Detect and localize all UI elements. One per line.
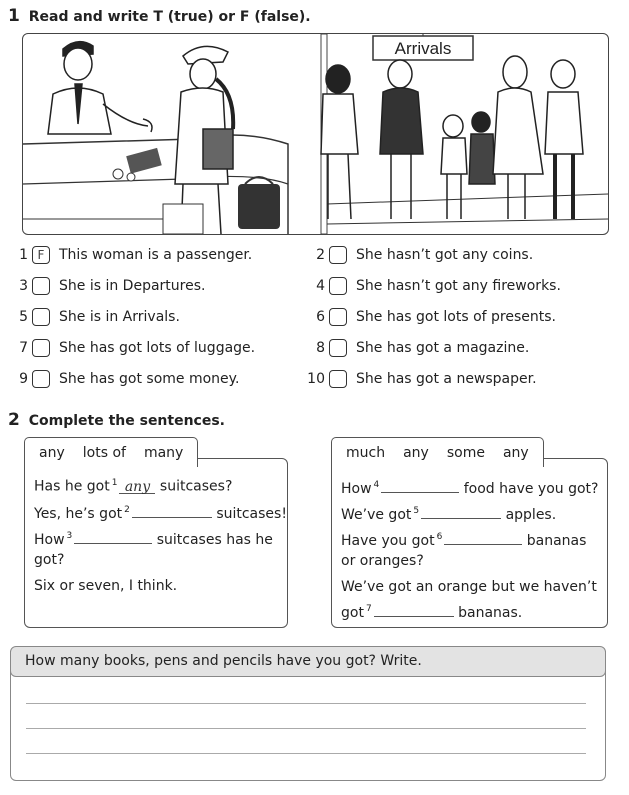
statement-number: 10 [307,371,325,387]
word-option: any [39,444,65,461]
statement-number: 1 [19,247,28,263]
word-option: lots of [82,444,126,461]
answer-box[interactable] [329,308,347,326]
officer-figure [48,42,152,134]
statement-8 [307,336,529,360]
sentence-2: Yes, he’s got $^2$ suitcases! [34,503,287,522]
sentence-8-cont: got $^7$ bananas. [341,602,522,621]
answer-box[interactable] [329,339,347,357]
answer-blank-4[interactable] [381,478,459,493]
sentence-5: How $^4$ food have you got? [341,478,598,497]
answer-box[interactable] [329,277,347,295]
word-option: some [446,444,485,461]
suitcase [238,184,280,229]
sentence-3: How $^3$ suitcases has he [34,529,273,548]
statement-number: 7 [19,340,28,356]
answer-box[interactable] [32,277,50,295]
statement-text: She hasn’t got any coins. [356,247,534,263]
statement-text: She is in Departures. [59,278,206,294]
statement-text: She has got lots of luggage. [59,340,256,356]
illustration-drawing [23,34,608,234]
answer-blank-5[interactable] [421,504,501,519]
statement-number: 5 [19,309,28,325]
sentence-6: We’ve got $^5$ apples. [341,504,556,523]
airport-illustration [22,33,609,235]
writing-area[interactable] [10,660,606,781]
statement-text: She has got a magazine. [356,340,530,356]
exercise-2-heading [8,410,225,430]
writing-line[interactable] [26,703,586,704]
word-box-right [331,437,544,467]
answer-blank-1[interactable]: any [119,479,155,494]
answer-box[interactable] [329,246,347,264]
statement-text: This woman is a passenger. [59,247,253,263]
statement-text: She hasn’t got any fireworks. [356,278,561,294]
statement-number: 9 [19,371,28,387]
statement-text: She has got some money. [59,371,240,387]
word-option: any [502,444,529,461]
passport [126,148,162,174]
statement-9 [10,367,239,391]
statement-6 [307,305,556,329]
statement-text: She is in Arrivals. [59,309,180,325]
statement-number: 4 [316,278,325,294]
answer-blank-3[interactable] [74,529,152,544]
arrivals-sign-text: Arrivals [394,39,452,58]
statement-number: 2 [316,247,325,263]
statement-5 [10,305,180,329]
exercise-2-instruction: Complete the sentences. [28,413,225,429]
sentence-3-cont: got? [34,552,65,568]
answer-blank-7[interactable] [374,602,454,617]
word-box-left [24,437,198,467]
statement-4 [307,274,561,298]
answer-box[interactable] [329,370,347,388]
word-option: many [143,444,184,461]
statement-number: 3 [19,278,28,294]
sentence-4: Six or seven, I think. [34,578,178,594]
writing-prompt: How many books, pens and pencils have you got? Write. [10,646,606,677]
statement-number: 6 [316,309,325,325]
writing-line[interactable] [26,728,586,729]
statement-number: 8 [316,340,325,356]
answer-box[interactable]: F [32,246,50,264]
sentence-7: Have you got $^6$ bananas [341,530,586,549]
statement-1 [10,243,252,267]
exercise-2-number: 2 [8,410,20,430]
answer-blank-6[interactable] [444,530,522,545]
answer-box[interactable] [32,308,50,326]
statement-3 [10,274,205,298]
statement-10 [307,367,537,391]
shopping-bag [163,204,203,234]
answer-box[interactable] [32,339,50,357]
exercise-1-instruction: Read and write T (true) or F (false). [28,9,311,25]
answer-blank-2[interactable] [132,503,212,518]
answer-box[interactable] [32,370,50,388]
statement-2 [307,243,533,267]
statement-text: She has got lots of presents. [356,309,557,325]
writing-line[interactable] [26,753,586,754]
exercise-1-number: 1 [8,6,20,26]
sentence-1: Has he got $^1$ any suitcases? [34,478,233,495]
sentence-7-cont: or oranges? [341,553,424,569]
statement-7 [10,336,255,360]
waiting-people [321,56,583,219]
exercise-1-heading [8,6,311,26]
statement-text: She has got a newspaper. [356,371,537,387]
word-option: any [403,444,429,461]
coin [113,169,123,179]
sentence-8: We’ve got an orange but we haven’t [341,579,597,595]
word-option: much [346,444,386,461]
